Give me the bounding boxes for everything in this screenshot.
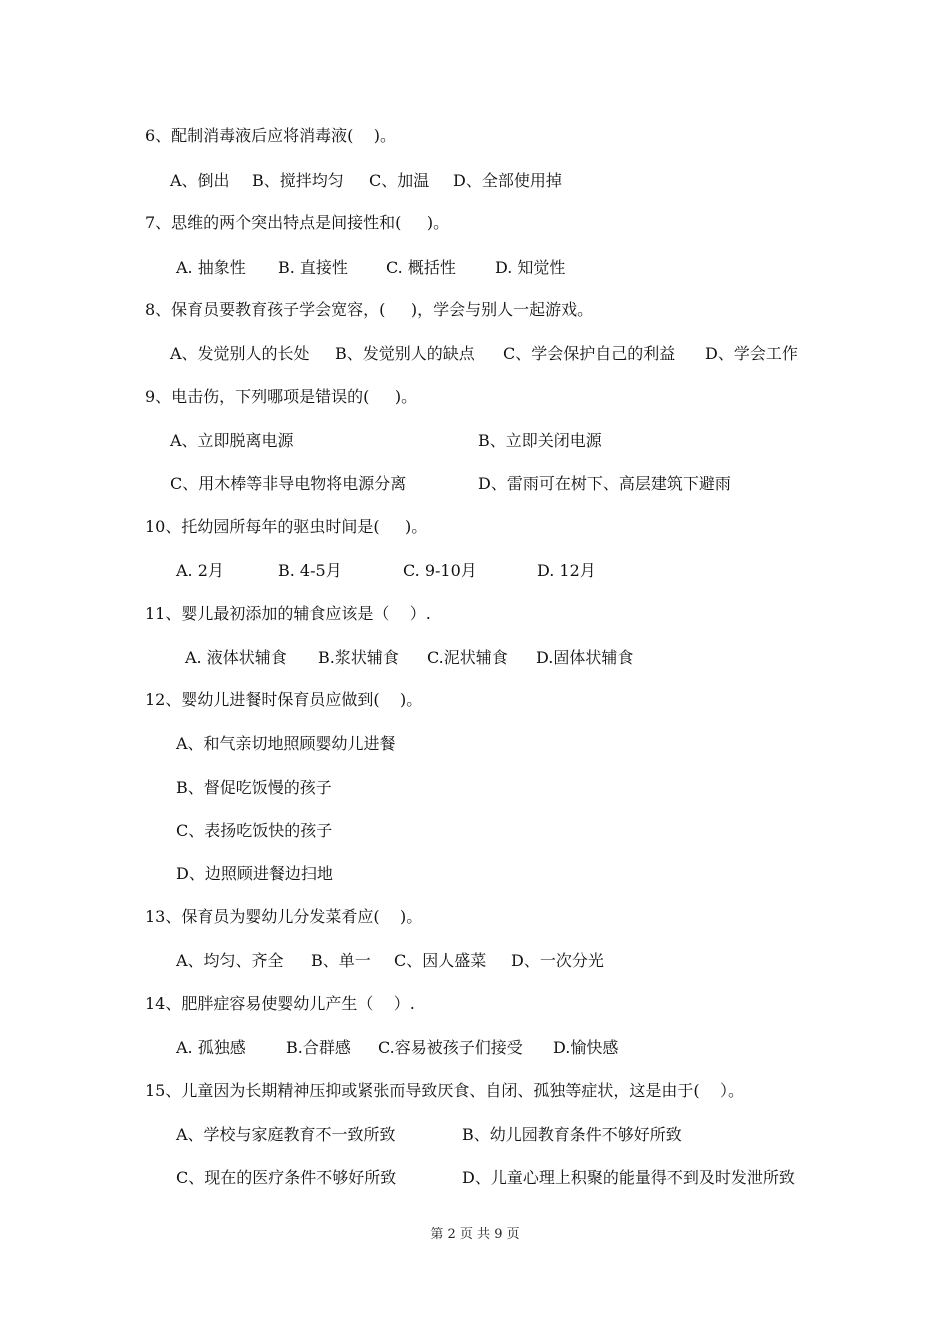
question-6-stem: 6、配制消毒液后应将消毒液( )。: [145, 126, 397, 145]
q9-option-a: A、立即脱离电源: [170, 431, 294, 450]
q14-option-a: A. 孤独感: [176, 1038, 246, 1057]
q15-option-d: D、儿童心理上积聚的能量得不到及时发泄所致: [462, 1168, 795, 1187]
q8-option-a: A、发觉别人的长处: [170, 344, 310, 363]
q10-option-c: C. 9-10月: [403, 561, 477, 580]
q15-option-c: C、现在的医疗条件不够好所致: [176, 1168, 397, 1187]
q15-option-b: B、幼儿园教育条件不够好所致: [462, 1125, 682, 1144]
q13-option-d: D、一次分光: [511, 951, 604, 970]
q8-option-c: C、学会保护自己的利益: [503, 344, 676, 363]
q10-option-b: B. 4-5月: [278, 561, 342, 580]
question-9-stem: 9、电击伤，下列哪项是错误的( )。: [145, 387, 418, 406]
question-7-stem: 7、思维的两个突出特点是间接性和( )。: [145, 213, 450, 232]
q14-option-c: C.容易被孩子们接受: [378, 1038, 523, 1057]
q11-option-b: B.浆状辅食: [318, 648, 399, 667]
question-8-stem: 8、保育员要教育孩子学会宽容，( )，学会与别人一起游戏。: [145, 300, 594, 319]
q8-option-d: D、学会工作: [705, 344, 798, 363]
page-footer: 第 2 页 共 9 页: [430, 1227, 520, 1242]
q8-option-b: B、发觉别人的缺点: [335, 344, 475, 363]
q13-option-c: C、因人盛菜: [394, 951, 487, 970]
q11-option-c: C.泥状辅食: [427, 648, 508, 667]
q11-option-a: A. 液体状辅食: [185, 648, 287, 667]
question-11-stem: 11、婴儿最初添加的辅食应该是（ ）.: [145, 604, 431, 623]
q7-option-a: A. 抽象性: [176, 258, 246, 277]
q10-option-d: D. 12月: [537, 561, 596, 580]
question-12-stem: 12、婴幼儿进餐时保育员应做到( )。: [145, 690, 423, 709]
q7-option-b: B. 直接性: [278, 258, 348, 277]
q10-option-a: A. 2月: [176, 561, 224, 580]
q6-option-c: C、加温: [369, 171, 430, 190]
q9-option-b: B、立即关闭电源: [478, 431, 602, 450]
q11-option-d: D.固体状辅食: [536, 648, 634, 667]
q13-option-b: B、单一: [311, 951, 371, 970]
q6-option-b: B、搅拌均匀: [252, 171, 344, 190]
question-15-stem: 15、儿童因为长期精神压抑或紧张而导致厌食、自闭、孤独等症状，这是由于( ）。: [145, 1081, 744, 1100]
q9-option-c: C、用木棒等非导电物将电源分离: [170, 474, 407, 493]
q9-option-d: D、雷雨可在树下、高层建筑下避雨: [478, 474, 731, 493]
q12-option-d: D、边照顾进餐边扫地: [176, 864, 333, 883]
q14-option-b: B.合群感: [286, 1038, 351, 1057]
q15-option-a: A、学校与家庭教育不一致所致: [176, 1125, 396, 1144]
q6-option-a: A、倒出: [170, 171, 230, 190]
q12-option-a: A、和气亲切地照顾婴幼儿进餐: [176, 734, 396, 753]
question-14-stem: 14、肥胖症容易使婴幼儿产生（ ）.: [145, 994, 415, 1013]
q13-option-a: A、均匀、齐全: [176, 951, 284, 970]
q12-option-c: C、表扬吃饭快的孩子: [176, 821, 333, 840]
q14-option-d: D.愉快感: [553, 1038, 619, 1057]
q12-option-b: B、督促吃饭慢的孩子: [176, 778, 332, 797]
question-10-stem: 10、托幼园所每年的驱虫时间是( )。: [145, 517, 428, 536]
q7-option-d: D. 知觉性: [495, 258, 566, 277]
question-13-stem: 13、保育员为婴幼儿分发菜肴应( )。: [145, 907, 423, 926]
q7-option-c: C. 概括性: [386, 258, 456, 277]
q6-option-d: D、全部使用掉: [453, 171, 562, 190]
